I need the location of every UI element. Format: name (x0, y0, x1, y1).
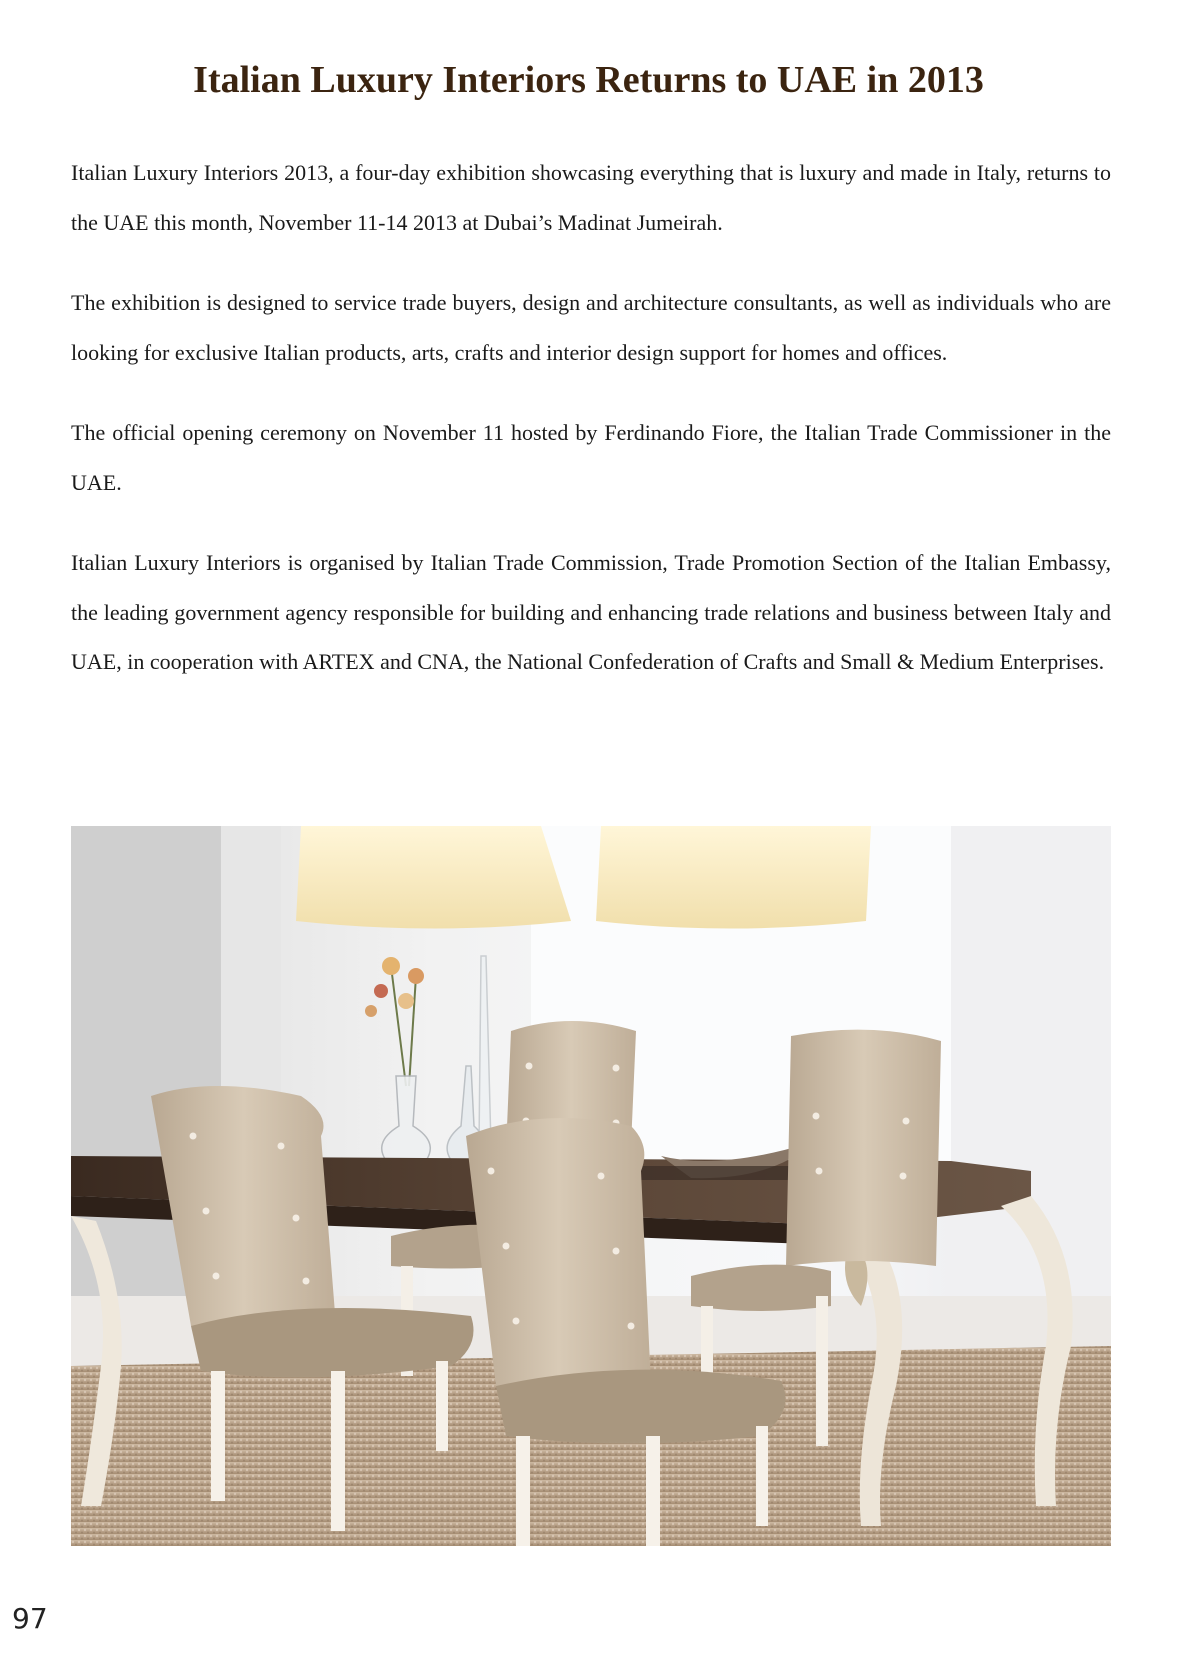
page-number: 97 (12, 1602, 48, 1635)
article-title: Italian Luxury Interiors Returns to UAE in 2013 (193, 59, 984, 101)
dining-room-illustration (71, 826, 1111, 1546)
paragraph-audience: The exhibition is designed to service trade buyers, design and architecture consultants, as well as individuals who are looking for exclusive Italian products, arts, crafts and interior design support for homes and offices. (71, 290, 1111, 365)
paragraph-organisers: Italian Luxury Interiors is organised by Italian Trade Commission, Trade Promotion Section of the Italian Embassy, the leading government agency responsible for building and enhancing trade relations and business between Italy and UAE, in cooperation with ARTEX and CNA, the National Confederation of Crafts and Small & Medium Enterprises. (71, 550, 1111, 674)
article-body (71, 148, 1111, 718)
paragraph-opening-ceremony: The official opening ceremony on November 11 hosted by Ferdinando Fiore, the Italian Trade Commissioner in the UAE. (71, 420, 1111, 495)
dining-room-photo (71, 826, 1111, 1546)
paragraph-intro: Italian Luxury Interiors 2013, a four-day exhibition showcasing everything that is luxury and made in Italy, returns to the UAE this month, November 11-14 2013 at Dubai’s Madinat Jumeirah. (71, 160, 1111, 235)
